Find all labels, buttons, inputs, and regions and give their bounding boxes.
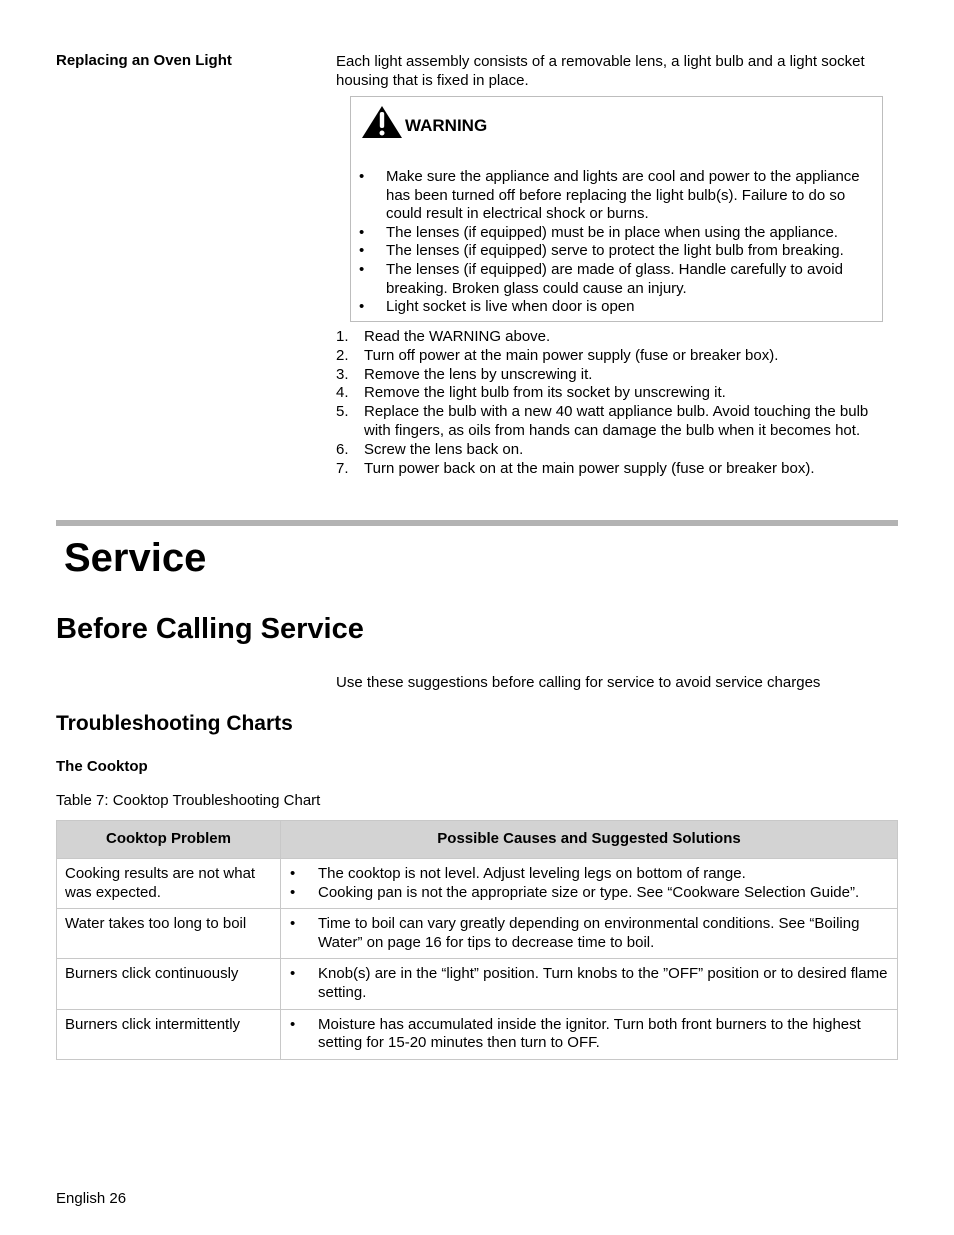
bullet: • [290,965,296,983]
step-text: Replace the bulb with a new 40 watt appliance bulb. Avoid touching the bulb with fingers, as oils from hands can damage the bulb when it becomes hot. [364,403,869,439]
warning-item [359,298,874,317]
step-item [336,460,896,479]
bullet: • [290,865,296,882]
suggestion-text: Use these suggestions before calling for service to avoid service charges [336,674,821,691]
solution-text: Cooking pan is not the appropriate size or type. See “Cookware Selection Guide”. [318,883,860,901]
cooktop-heading: The Cooktop [56,758,148,775]
solution-item [289,865,889,884]
section-title: Before Calling Service [56,613,364,645]
step-item [336,403,896,441]
solutions-list [289,915,889,952]
step-item [336,366,896,385]
step-number: 5. [336,403,349,421]
chapter-title: Service [64,536,207,580]
bullet: • [359,298,365,316]
solution-item [289,915,889,952]
table-row [57,1009,898,1059]
warning-item-text: The lenses (if equipped) serve to protect the light bulb from breaking. [386,242,844,260]
step-number: 2. [336,346,349,364]
step-item [336,347,896,366]
problem-cell: Burners click continuously [57,959,281,1009]
step-number: 3. [336,365,349,383]
step-item [336,328,896,347]
warning-item [359,224,874,243]
troubleshooting-table [56,820,898,1060]
solutions-list [289,1016,889,1053]
solutions-cell [281,1009,898,1059]
solution-item [289,884,889,903]
subsection-title: Troubleshooting Charts [56,712,293,735]
column-header-solutions: Possible Causes and Suggested Solutions [281,821,898,859]
page-footer: English 26 [56,1190,127,1207]
solutions-list [289,965,889,1002]
problem-cell: Burners click intermittently [57,1009,281,1059]
intro-paragraph: Each light assembly consists of a removable lens, a light bulb and a light socket housing that is fixed in place. [336,53,865,89]
warning-list [359,168,874,317]
steps-list [336,328,896,478]
solution-text: Moisture has accumulated inside the ignitor. Turn both front burners to the highest setting for 15-20 minutes then turn to OFF. [318,1015,861,1052]
bullet: • [359,168,365,185]
bullet: • [359,242,365,260]
warning-item-text: The lenses (if equipped) must be in place when using the appliance. [386,223,838,241]
warning-item-text: Make sure the appliance and lights are cool and power to the appliance has been turned off before replacing the light bulb(s). Failure to do so could result in electrical shock or burns. [386,168,860,223]
column-header-problem: Cooktop Problem [57,821,281,859]
step-text: Turn off power at the main power supply (fuse or breaker box). [364,346,779,364]
bullet: • [290,915,296,933]
table-caption: Table 7: Cooktop Troubleshooting Chart [56,792,321,809]
warning-item [359,261,874,298]
solution-text: The cooktop is not level. Adjust leveling legs on bottom of range. [318,865,746,882]
warning-item-text: Light socket is live when door is open [386,298,635,316]
warning-header [361,105,487,139]
table-row [57,959,898,1009]
warning-triangle-icon [361,105,403,139]
warning-item [359,242,874,261]
bullet: • [359,260,365,278]
step-text: Turn power back on at the main power supply (fuse or breaker box). [364,459,815,477]
step-number: 4. [336,384,349,402]
solutions-list [289,865,889,902]
step-text: Remove the lens by unscrewing it. [364,365,593,383]
step-item [336,384,896,403]
step-number: 6. [336,440,349,458]
solutions-cell [281,959,898,1009]
solution-item [289,1016,889,1053]
solutions-cell [281,859,898,909]
step-number: 1. [336,328,349,345]
step-text: Screw the lens back on. [364,440,524,458]
step-item [336,441,896,460]
problem-cell: Water takes too long to boil [57,909,281,959]
table-row [57,909,898,959]
step-text: Read the WARNING above. [364,328,551,345]
section-divider [56,520,898,526]
solutions-cell [281,909,898,959]
warning-title: WARNING [405,116,488,135]
bullet: • [290,883,296,901]
problem-cell: Cooking results are not what was expected. [57,859,281,909]
warning-box [350,96,883,322]
solution-text: Knob(s) are in the “light” position. Turn knobs to the ”OFF” position or to desired flame setting. [318,965,888,1001]
step-number: 7. [336,459,349,477]
bullet: • [359,223,365,241]
table-row [57,859,898,909]
solution-text: Time to boil can vary greatly depending on environmental conditions. See “Boiling Water” on page 16 for tips to decrease time to boil. [318,915,860,951]
warning-item-text: The lenses (if equipped) are made of glass. Handle carefully to avoid breaking. Broken glass could cause an injury. [386,260,843,297]
bullet: • [290,1015,296,1033]
solution-item [289,965,889,1002]
warning-item [359,168,874,224]
step-text: Remove the light bulb from its socket by unscrewing it. [364,384,726,402]
table-header-row [57,821,898,859]
section-side-heading: Replacing an Oven Light [56,52,232,69]
